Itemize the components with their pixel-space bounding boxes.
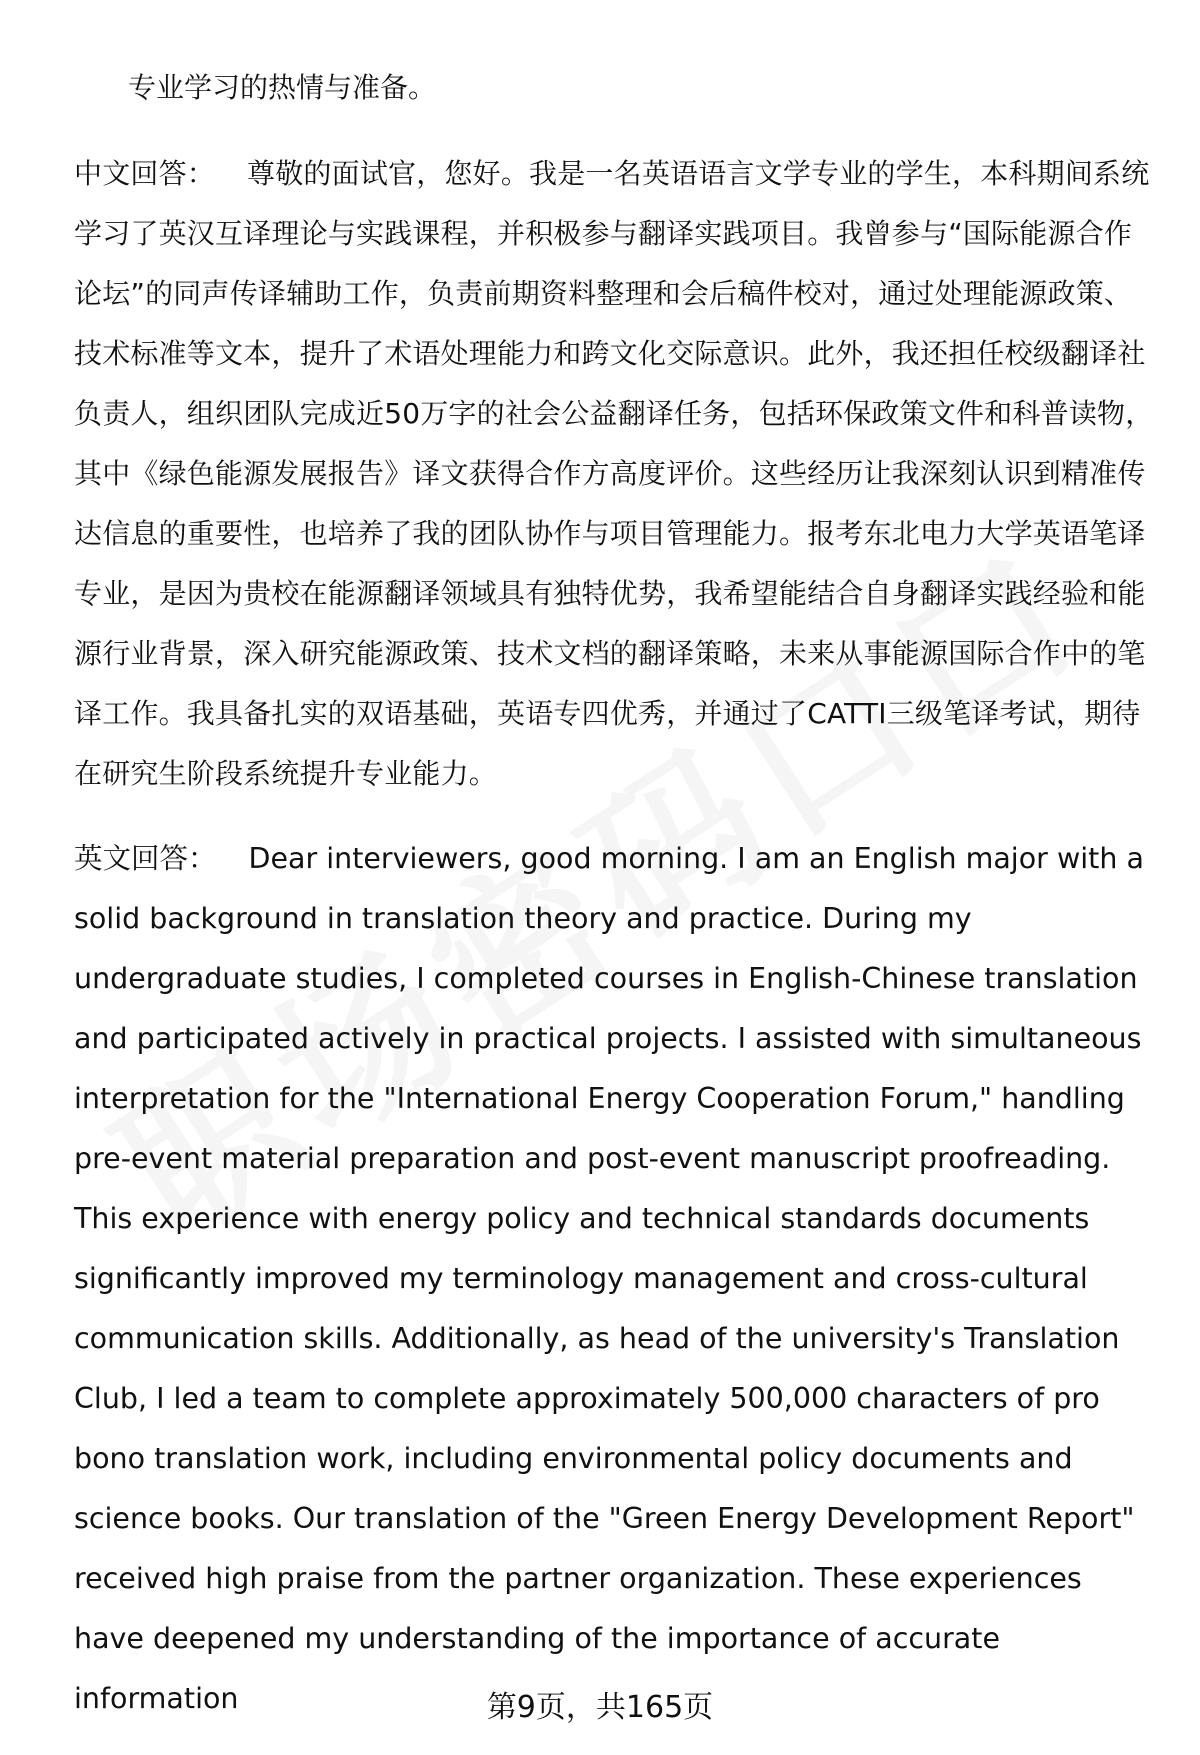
chinese-answer-text: 尊敬的面试官，您好。我是一名英语语言文学专业的学生，本科期间系统学习了英汉互译理论与实践课程，并积极参与翻译实践项目。我曾参与“国际能源合作论坛”的同声传译辅助工作，负责前期资料整理和会后稿件校对，通过处理能源政策、技术标准等文本，提升了术语处理能力和跨文化交际意识。此外，我还担任校级翻译社负责人，组织团队完成近50万字的社会公益翻译任务，包括环保政策文件和科普读物，其中《绿色能源发展报告》译文获得合作方高度评价。这些经历让我深刻认识到精准传达信息的重要性，也培养了我的团队协作与项目管理能力。报考东北电力大学英语笔译专业，是因为贵校在能源翻译领域具有独特优势，我希望能结合自身翻译实践经验和能源行业背景，深入研究能源政策、技术文档的翻译策略，未来从事能源国际合作中的笔译工作。我具备扎实的双语基础，英语专四优秀，并通过了CATTI三级笔译考试，期待在研究生阶段系统提升专业能力。 — [74, 157, 1154, 790]
english-answer-label: 英文回答： — [74, 842, 217, 875]
english-answer-paragraph — [74, 829, 1154, 1729]
intro-line: 专业学习的热情与准备。 — [128, 71, 437, 104]
chinese-answer-paragraph — [74, 144, 1154, 804]
english-answer-text: Dear interviewers, good morning. I am an English major with a solid background in translation theory and practice. During my undergraduate studies, I completed courses in English-Chinese translation and participated actively in practical projects. I assisted with simultaneous interpretation for the "International Energy Cooperation Forum," handling pre-event material preparation and post-event manuscript proofreading. This experience with energy policy and technical standards documents significantly improved my terminology management and cross-cultural communication skills. Additionally, as head of the university's Translation Club, I led a team to complete approximately 500,000 characters of pro bono translation work, including environmental policy documents and science books. Our translation of the "Green Energy Development Report" received high praise from the partner organization. These experiences have deepened my understanding of the importance of accurate information — [74, 842, 1144, 1715]
page-number-footer: 第9页，共165页 — [486, 1690, 714, 1725]
chinese-answer-label: 中文回答： — [74, 157, 216, 190]
document-content — [74, 58, 1154, 1729]
